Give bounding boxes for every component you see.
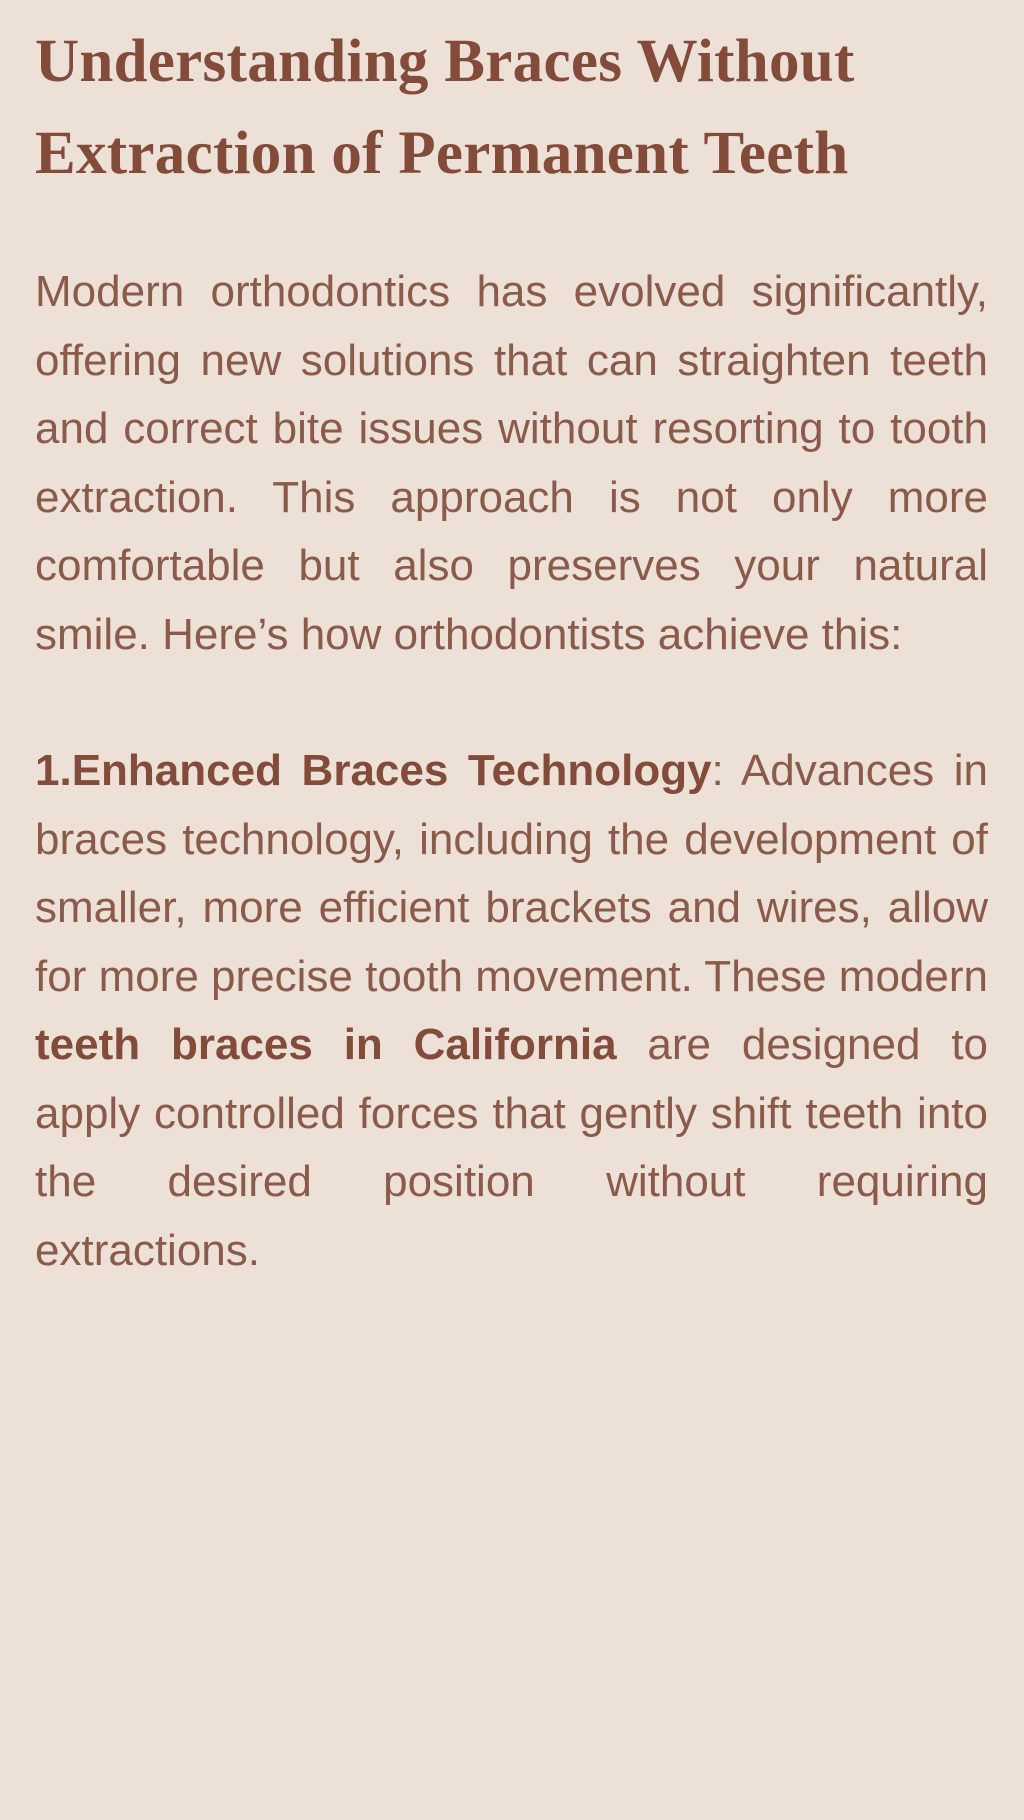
article	[35, 0, 988, 1285]
list-item-separator: :	[711, 746, 724, 795]
list-item-number: 1.	[35, 746, 72, 795]
list-item-enhanced-braces	[35, 737, 988, 1285]
list-item-text-before: Advances in braces technology, including the development of smaller, more efficient brackets and wires, allow for more precise tooth movement. These modern	[35, 746, 988, 1001]
teeth-braces-california-link[interactable]: teeth braces in California	[35, 1020, 617, 1069]
list-item-heading: Enhanced Braces Technology	[71, 746, 712, 795]
article-title: Understanding Braces Without Extraction of Permanent Teeth	[35, 28, 855, 187]
intro-paragraph: Modern orthodontics has evolved significantly, offering new solutions that can straighten teeth and correct bite issues without resorting to tooth extraction. This approach is not only more comfortable but also preserves your natural smile. Here’s how orthodontists achieve this:	[35, 267, 988, 659]
list-item-text-after: are designed to apply controlled forces that gently shift teeth into the desired position without requiring extractions.	[35, 1020, 989, 1275]
